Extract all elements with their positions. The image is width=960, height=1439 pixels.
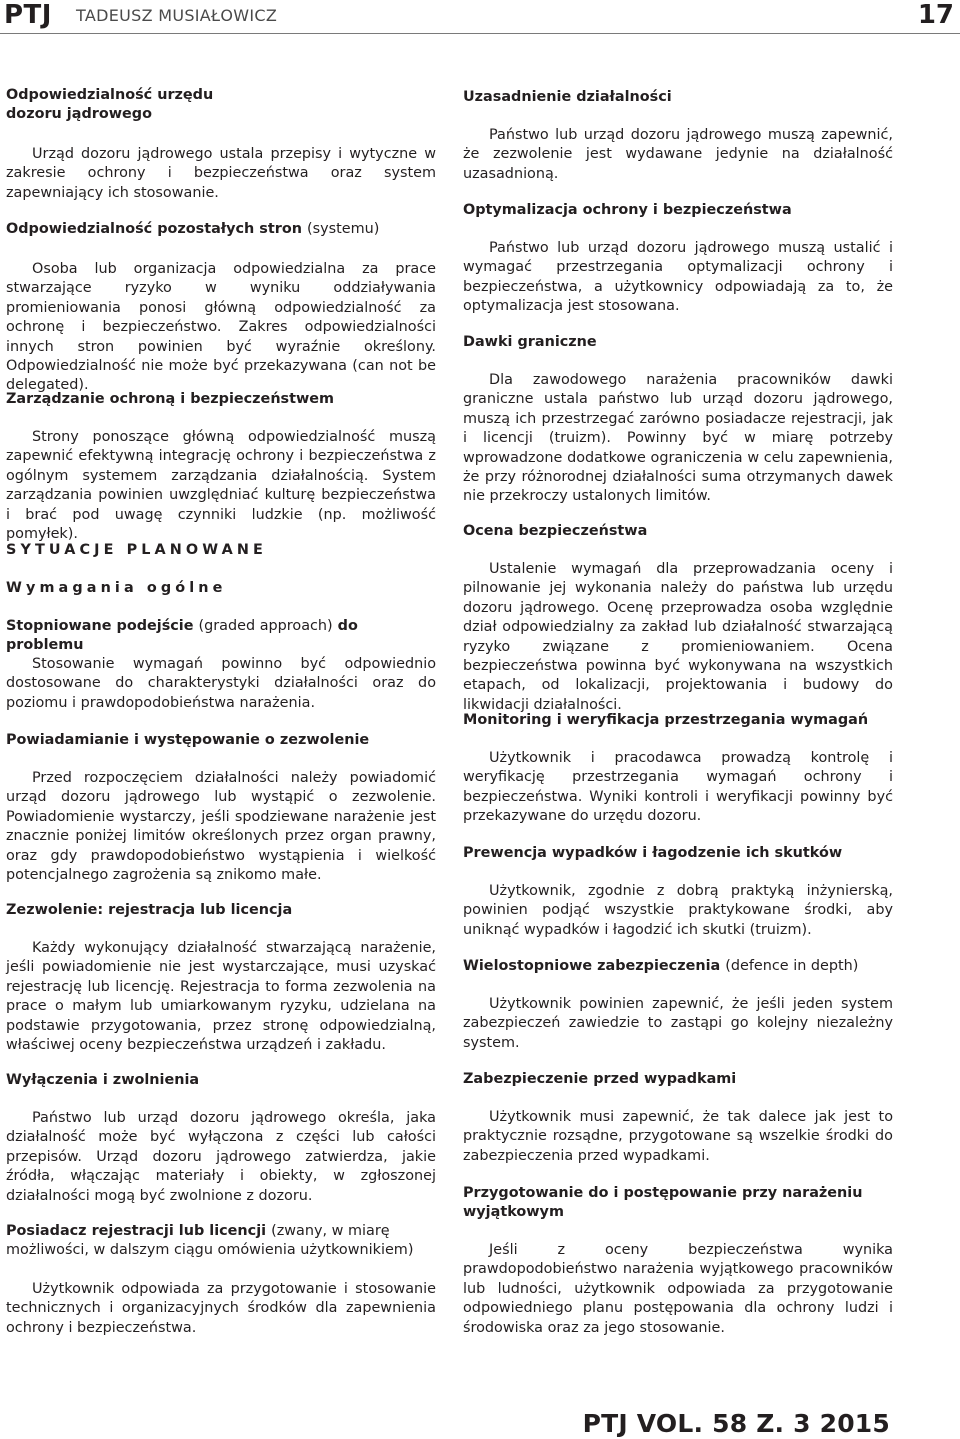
paragraph: Państwo lub urząd dozoru jądrowego muszą ustalić i wymagać przestrzegania optymalizacji ochrony i bezpieczeństwa, a użytkownicy odpowiadają za to, że optymalizacja jest stosowana. [463,240,893,315]
page-header [0,0,960,34]
issue-footer: PTJ VOL. 58 Z. 3 2015 [582,1409,890,1438]
section-title: Stopniowane podejście (graded approach) do problemu [6,618,358,654]
paragraph: Przed rozpoczęciem działalności należy powiadomić urząd dozoru jądrowego lub wystąpić o zezwolenie. Powiadomienie wystarczy, jeśli spodziewane narażenie jest znacznie poniżej limitów określonych przez organ prawny, oraz gdy prawdopodobieństwo wystąpienia i wielkość potencjalnego zagrożenia są znikomo małe. [6,770,436,884]
paragraph: Użytkownik, zgodnie z dobrą praktyką inżynierską, powinien podjąć wszystkie praktykowane środki, aby uniknąć wypadków i łagodzić ich skutki (truizm). [463,883,893,938]
section-title: Przygotowanie do i postępowanie przy narażeniu wyjątkowym [463,1185,863,1221]
paragraph: Państwo lub urząd dozoru jądrowego określa, jaka działalność może być wyłączona z części lub całości przepisów. Urząd dozoru jądrowego zatwierdza, jakie źródła, włączając materiały i obiekty, w zgłoszonej działalności mogą być zwolnione z dozoru. [6,1110,436,1204]
section-title-line: dozoru jądrowego [6,106,152,123]
section-title: Powiadamianie i występowanie o zezwolenie [6,732,370,748]
section-title: Monitoring i weryfikacja przestrzegania wymagań [463,712,869,728]
paragraph: Strony ponoszące główną odpowiedzialność muszą zapewnić efektywną integrację ochrony i bezpieczeństwa z ogólnym systemem zarządzania działalnością. System zarządzania powinien uwzględniać kulturę bezpieczeństwa i brać pod uwagę czynniki ludzkie (np. możliwość pomyłek). [6,429,436,543]
paragraph: Stosowanie wymagań powinno być odpowiednio dostosowane do charakterystyki działalności oraz do poziomu i prawdopodobieństwa narażenia. [6,656,436,711]
page-number: 17 [917,0,954,30]
section-title [6,86,436,125]
section-title: Wielostopniowe zabezpieczenia (defence in depth) [463,958,859,974]
paragraph: Użytkownik odpowiada za przygotowanie i stosowanie technicznych i organizacyjnych środków dla zapewnienia ochrony i bezpieczeństwa. [6,1281,436,1336]
paragraph: Urząd dozoru jądrowego ustala przepisy i wytyczne w zakresie ochrony i bezpieczeństwa oraz system zapewniający ich stosowanie. [6,146,436,201]
section-title: Posiadacz rejestracji lub licencji (zwany, w miarę możliwości, w dalszym ciągu omówienia użytkownikiem) [6,1223,414,1259]
section-title: Dawki graniczne [463,334,597,350]
paragraph: Dla zawodowego narażenia pracowników dawki graniczne ustala państwo lub urząd dozoru jądrowego, muszą ich przestrzegać zarówno posiadacze rejestracji, jak i licencji (truizm). Powinny być w miarę potrzeby wprowadzone dodatkowe ograniczenia w celu zapewnienia, że przy różnorodnej działalności suma otrzymanych dawek nie przekroczy ustalonych limitów. [463,372,893,505]
section-title: Wyłączenia i zwolnienia [6,1072,200,1088]
section-title: Zabezpieczenie przed wypadkami [463,1071,737,1087]
paragraph: Każdy wykonujący działalność stwarzającą narażenie, jeśli powiadomienie nie jest wystarczające, musi uzyskać rejestrację lub licencję. Rejestracja to forma zezwolenia na prace o małym lub umiarkowanym ryzyku, udzielana na podstawie przygotowania, przez stronę odpowiedzialną, właściwej oceny bezpieczeństwa urządzeń i zakładu. [6,940,436,1054]
paragraph: Użytkownik i pracodawca prowadzą kontrolę i weryfikację przestrzegania wymagań ochrony i bezpieczeństwa. Wyniki kontroli i weryfikacji powinny być przekazywane do urzędu dozoru. [463,750,893,825]
section-title: Ocena bezpieczeństwa [463,523,648,539]
section-title: Optymalizacja ochrony i bezpieczeństwa [463,202,792,218]
paragraph: Użytkownik musi zapewnić, że tak dalece jak jest to praktycznie rozsądne, przygotowane są wszelkie środki do zabezpieczenia przed wypadkami. [463,1109,893,1164]
section-title: Zezwolenie: rejestracja lub licencja [6,902,293,918]
author-name: TADEUSZ MUSIAŁOWICZ [76,6,278,25]
paragraph: Ustalenie wymagań dla przeprowadzania oceny i pilnowanie jej wykonania należy do państwa lub urzędu dozoru jądrowego. Ocenę przeprowadza osoba względnie dział odpowiedzialny za zakład lub działalność stwarzającą ryzyko związane z promieniowaniem. Ocena bezpieczeństwa powinna być wykonywana na wszystkich etapach, od lokalizacji, projektowania i budowy do likwidacji działalności. [463,561,893,713]
section-title: Zarządzanie ochroną i bezpieczeństwem [6,391,335,407]
journal-name: PTJ [4,0,52,30]
section-heading: SYTUACJE PLANOWANE [6,542,267,558]
section-title: Odpowiedzialność pozostałych stron (systemu) [6,221,380,237]
section-title: Uzasadnienie działalności [463,89,672,105]
paragraph: Jeśli z oceny bezpieczeństwa wynika prawdopodobieństwo narażenia wyjątkowego pracowników lub ludności, użytkownik odpowiada za przygotowanie odpowiedniego planu postępowania dla ochrony ludzi i środowiska oraz za jego stosowanie. [463,1242,893,1336]
section-title-line: Odpowiedzialność urzędu [6,87,214,103]
paragraph: Osoba lub organizacja odpowiedzialna za prace stwarzające ryzyko w wyniku oddziaływania promieniowania ponosi główną odpowiedzialność za ochronę i bezpieczeństwo. Zakres odpowiedzialności innych stron powinien być wyraźnie określony. Odpowiedzialność nie może być przekazywana (can not be delegated). [6,261,436,394]
section-title: Prewencja wypadków i łagodzenie ich skutków [463,845,843,861]
subsection-heading: Wymagania ogólne [6,580,227,596]
paragraph: Użytkownik powinien zapewnić, że jeśli jeden system zabezpieczeń zawiedzie to zastąpi go kolejny niezależny system. [463,996,893,1051]
paragraph: Państwo lub urząd dozoru jądrowego muszą zapewnić, że zezwolenie jest wydawane jedynie na działalność uzasadnioną. [463,127,893,182]
